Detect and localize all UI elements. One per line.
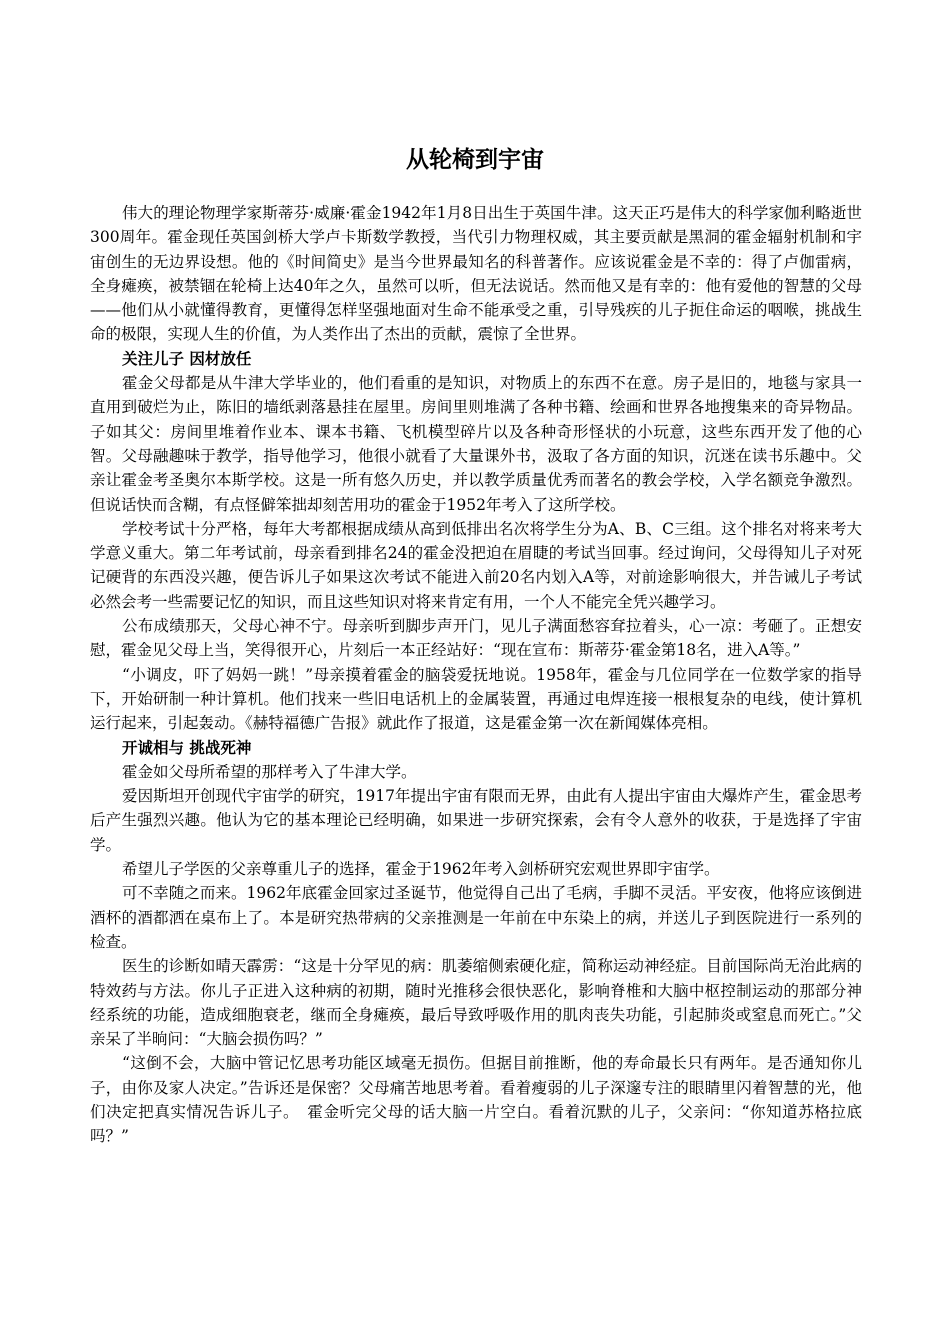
paragraph: 学校考试十分严格，每年大考都根据成绩从高到低排出名次将学生分为A、B、C三组。这个排名对将来考大学意义重大。第二年考试前，母亲看到排名24的霍金没把迫在眉睫的考试当回事。经过询问，父母得知儿子对死记硬背的东西没兴趣，便告诉儿子如果这次考试不能进入前20名内划入A等，对前途影响很大，并告诫儿子考试必然会考一些需要记忆的知识，而且这些知识对将来肯定有用，一个人不能完全凭兴趣学习。 xyxy=(90,519,862,611)
paragraph: “小调皮，吓了妈妈一跳！”母亲摸着霍金的脑袋爱抚地说。1958年，霍金与几位同学在一位数学家的指导下，开始研制一种计算机。他们找来一些旧电话机上的金属装置，再通过电焊连接一根根复杂的电线，使计算机运行起来，引起轰动。《赫特福德广告报》就此作了报道，这是霍金第一次在新闻媒体亮相。 xyxy=(90,665,862,733)
document-body xyxy=(90,201,862,1149)
paragraph: 霍金父母都是从牛津大学毕业的，他们看重的是知识，对物质上的东西不在意。房子是旧的，地毯与家具一直用到破烂为止，陈旧的墙纸剥落悬挂在屋里。房间里则堆满了各种书籍、绘画和世界各地搜集来的奇异物品。子如其父：房间里堆着作业本、课本书籍、飞机模型碎片以及各种奇形怪状的小玩意，这些东西开发了他的心智。父母融趣味于教学，指导他学习，他很小就看了大量课外书，汲取了各方面的知识，沉迷在读书乐趣中。父亲让霍金考圣奥尔本斯学校。这是一所有悠久历史，并以教学质量优秀而著名的教会学校，入学名额竞争激烈。但说话快而含糊，有点怪僻笨拙却刻苦用功的霍金于1952年考入了这所学校。 xyxy=(90,374,862,514)
section-heading: 开诚相与 挑战死神 xyxy=(122,738,252,757)
paragraph: 伟大的理论物理学家斯蒂芬·威廉·霍金1942年1月8日出生于英国牛津。这天正巧是伟大的科学家伽利略逝世300周年。霍金现任英国剑桥大学卢卡斯数学教授，当代引力物理权威，其主要贡献是黑洞的霍金辐射机制和宇宙创生的无边界设想。他的《时间简史》是当今世界最知名的科普著作。应该说霍金是不幸的：得了卢伽雷病，全身瘫痪，被禁锢在轮椅上达40年之久，虽然可以听，但无法说话。然而他又是有幸的：他有爱他的智慧的父母——他们从小就懂得教育，更懂得怎样坚强地面对生命不能承受之重，引导残疾的儿子扼住命运的咽喉，挑战生命的极限，实现人生的价值，为人类作出了杰出的贡献，震惊了全世界。 xyxy=(90,204,862,344)
document-title: 从轮椅到宇宙 xyxy=(406,147,544,173)
paragraph: “这倒不会，大脑中管记忆思考功能区域毫无损伤。但据目前推断，他的寿命最长只有两年。是否通知你儿子，由你及家人决定。”告诉还是保密？父母痛苦地思考着。看着瘦弱的儿子深邃专注的眼睛里闪着智慧的光，他们决定把真实情况告诉儿子。 霍金听完父母的话大脑一片空白。看着沉默的儿子，父亲问：“你知道苏格拉底吗？” xyxy=(90,1054,862,1146)
section-heading: 关注儿子 因材放任 xyxy=(122,349,252,368)
paragraph: 爱因斯坦开创现代宇宙学的研究，1917年提出宇宙有限而无界，由此有人提出宇宙由大爆炸产生，霍金思考后产生强烈兴趣。他认为它的基本理论已经明确，如果进一步研究探索，会有令人意外的收获，于是选择了宇宙学。 xyxy=(90,787,862,854)
paragraph: 可不幸随之而来。1962年底霍金回家过圣诞节，他觉得自己出了毛病，手脚不灵活。平安夜，他将应该倒进酒杯的酒都洒在桌布上了。本是研究热带病的父亲推测是一年前在中东染上的病，并送儿子到医院进行一系列的检查。 xyxy=(90,884,862,951)
paragraph: 希望儿子学医的父亲尊重儿子的选择，霍金于1962年考入剑桥研究宏观世界即宇宙学。 xyxy=(122,860,720,879)
paragraph: 霍金如父母所希望的那样考入了牛津大学。 xyxy=(122,762,417,781)
paragraph: 医生的诊断如晴天霹雳：“这是十分罕见的病：肌萎缩侧索硬化症，简称运动神经症。目前国际尚无治此病的特效药与方法。你儿子正进入这种病的初期，随时光推移会很快恶化，影响脊椎和大脑中枢控制运动的那部分神经系统的功能，造成细胞衰老，继而全身瘫痪，最后导致呼吸作用的肌肉丧失功能，引起肺炎或窒息而死亡。”父亲呆了半晌问：“大脑会损伤吗？” xyxy=(90,957,862,1049)
paragraph: 公布成绩那天，父母心神不宁。母亲听到脚步声开门，见儿子满面愁容耷拉着头，心一凉：考砸了。正想安慰，霍金见父母上当，笑得很开心，片刻后一本正经站好：“现在宣布：斯蒂芬·霍金第18名，进入A等。” xyxy=(90,617,862,660)
